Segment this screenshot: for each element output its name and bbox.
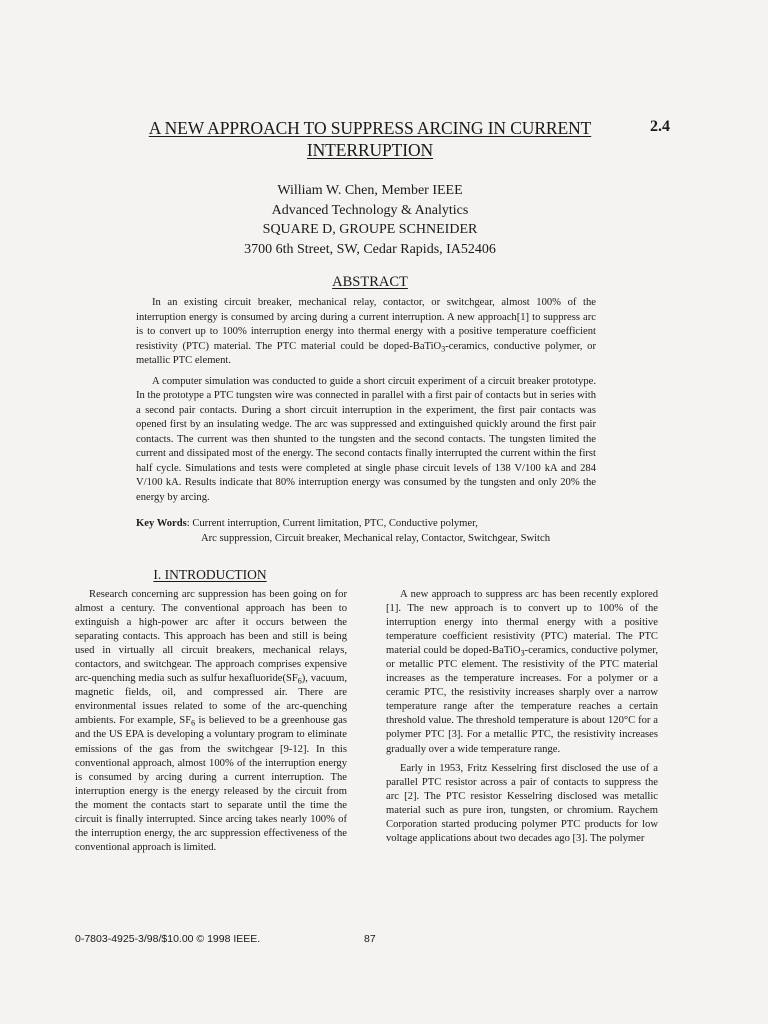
- intro-right-paragraph-1: A new approach to suppress arc has been recently explored [1]. The new approach is to convert up to 100% of the interruption energy into thermal energy with a positive temperature coefficient resistivity (PTC) material. The PTC material could be doped-BaTiO$_3$-ceramics, conductive polymer, or metallic PTC element. The resistivity of the PTC material increases as the temperature increases. For a polymer or a ceramic PTC, the resistivity increases sharply over a narrow temperature range after the temperature reaches a certain threshold value. The threshold temperature is about 120°C for a polymer PTC [3]. For a metallic PTC, the resistivity increases gradually over a wide temperature range.: [386, 589, 659, 755]
- abstract-paragraph-2: A computer simulation was conducted to guide a short circuit experiment of a circuit breaker prototype. In the prototype a PTC tungsten wire was connected in parallel with a first pair of contacts but in series with a second pair contacts. During a short circuit interruption in the experiment, the first pair contacts was opened first by an insulating wedge. The arc was suppressed and extinguished quickly around the first pair contacts. The current was then shunted to the tungsten and the second contacts. The tungsten limited the current and dissipated most of the energy. The second contacts finally interrupted the current within the first half cycle. Simulations and tests were completed at single phase circuit levels of 138 V/100 kA and 284 V/100 kA. Results indicate that 80% interruption energy was consumed by the tungsten and only 20% the energy by arcing.: [136, 375, 596, 503]
- author-address: 3700 6th Street, SW, Cedar Rapids, IA52406: [244, 241, 496, 257]
- keywords-block: Key Words: Current interruption, Current limitation, PTC, Conductive polymer, Arc suppression, Circuit breaker, Mechanical relay, Contactor, Switchgear, Switch: [136, 517, 606, 546]
- intro-left-paragraph: Research concerning arc suppression has been going on for almost a century. The conventional approach has been to extinguish a high-power arc after it occurs between the separating contacts. This approach has been and still is being used in virtually all circuit breakers, mechanical relays, contactors, and switchgear. The approach comprises expensive arc-quenching media such as sulfur $hexafluoride(SF_6)$, vacuum, magnetic fields, oil, and compressed air. There are environmental issues related to some of the arc-quenching ambients. For example, $SF_6$ is believed to be a greenhouse gas and the US EPA is developing a voluntary program to eliminate emissions of the gas from the switchgear [9-12]. In this conventional approach, almost 100% of the interruption energy is consumed by arcing during a current interruption. The interruption energy is the energy released by the circuit from the moment the contacts start to separate until the time the circuit is finally interrupted. Since arcing takes nearly 100% of the interruption energy, the arc suppression effectiveness of the conventional approach is limited.: [75, 589, 348, 853]
- introduction-heading: I. INTRODUCTION: [153, 567, 267, 582]
- page-number: 87: [364, 933, 376, 945]
- author-department: Advanced Technology & Analytics: [271, 202, 469, 218]
- paper-title: A NEW APPROACH TO SUPPRESS ARCING IN CURRENT INTERRUPTION: [148, 118, 592, 160]
- author-name: William W. Chen, Member IEEE: [277, 183, 463, 198]
- author-company: SQUARE D, GROUPE SCHNEIDER: [262, 222, 478, 237]
- author-block: [140, 181, 600, 259]
- intro-right-paragraph-2: Early in 1953, Fritz Kesselring first disclosed the use of a parallel PTC resistor across a pair of contacts to suppress the arc [2]. The PTC resistor Kesselring disclosed was metallic material such as pure iron, tungsten, or chromium. Raychem Corporation started producing polymer PTC products for low voltage applications about two decades ago [3]. The polymer: [386, 762, 658, 844]
- keywords-line-2: Arc suppression, Circuit breaker, Mechanical relay, Contactor, Switchgear, Switch: [201, 532, 550, 544]
- left-column: [75, 588, 347, 855]
- abstract-heading: ABSTRACT: [332, 274, 408, 290]
- section-number: 2.4: [650, 118, 670, 135]
- abstract-paragraph-1: In an existing circuit breaker, mechanical relay, contactor, or switchgear, almost 100% of the interruption energy is consumed by arcing during a current interruption. A new approach[1] to suppress arc is to convert up to 100% interruption energy into thermal energy with a positive temperature coefficient resistivity (PTC) material. The PTC material could be doped-BaTiO$_3$-ceramics, conductive polymer, or metallic PTC element.: [136, 297, 596, 366]
- keywords-line-1: Current interruption, Current limitation, PTC, Conductive polymer,: [192, 518, 478, 529]
- abstract-body: [136, 296, 596, 505]
- copyright-line: 0-7803-4925-3/98/$10.00 © 1998 IEEE.: [75, 933, 261, 945]
- right-column: [386, 588, 658, 846]
- keywords-label: Key Words: [136, 518, 187, 529]
